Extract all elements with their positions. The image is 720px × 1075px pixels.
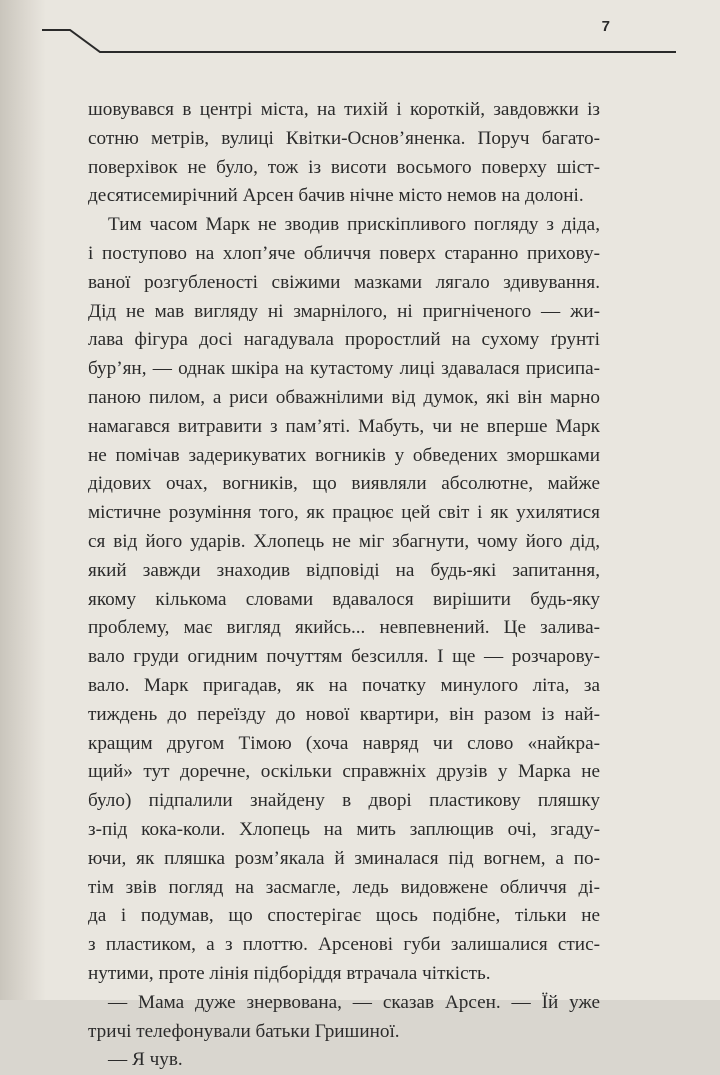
text-line: Дід не мав вигляду ні змарнілого, ні пригніченого — жи-	[88, 300, 600, 322]
text-line: не помічав задерикуватих вогників у обведених зморшками	[88, 444, 600, 466]
text-line: сотню метрів, вулиці Квітки-Основ’яненка. Поруч багато-	[88, 127, 600, 149]
text-line: поверхівок не було, тож із висоти восьмого поверху шіст-	[88, 156, 600, 178]
text-line: дідових очах, вогників, що виявляли абсолютне, майже	[88, 473, 600, 495]
text-line: було) підпалили знайдену в дворі пластикову пляшку	[88, 790, 600, 812]
text-line: кращим другом Тімою (хоча навряд чи слово «найкра-	[88, 732, 600, 754]
header-show-through	[330, 41, 334, 55]
text-line: нутими, проте лінія підборіддя втрачала чіткість.	[88, 962, 491, 984]
dialogue-line: — Мама дуже знервована, — сказав Арсен. — Їй уже	[108, 991, 600, 1013]
text-line: щий» тут доречне, оскільки справжніх друзів у Марка не	[88, 761, 600, 783]
text-line: якому кількома словами вдавалося вирішити будь-яку	[88, 588, 600, 610]
dialogue-line: — Я чув.	[108, 1049, 183, 1071]
text-line: десятисемирічний Арсен бачив нічне місто немов на долоні.	[88, 185, 584, 207]
text-line: бур’ян, — однак шкіра на кутастому лиці здавалася присипа-	[88, 358, 600, 380]
text-line: намагався витравити з пам’яті. Мабуть, чи не вперше Марк	[88, 415, 600, 437]
text-line: шовувався в центрі міста, на тихій і короткій, завдовжки із	[88, 99, 600, 120]
page-number: 7	[601, 18, 610, 35]
text-line: вало. Марк пригадав, як на початку минулого літа, за	[88, 674, 600, 696]
text-line: ючи, як пляшка розм’якала й зминалася під вогнем, а по-	[88, 847, 600, 869]
header-rule	[0, 0, 720, 70]
text-line: паною пилом, а риси обважнілими від думок, які він марно	[88, 386, 600, 408]
text-line: і поступово на хлоп’яче обличчя поверх старанно прихову-	[88, 242, 600, 264]
body-text	[88, 96, 600, 1075]
paragraph-start-line: Тим часом Марк не зводив прискіпливого погляду з діда,	[108, 214, 600, 236]
text-line: містичне розуміння того, як працює цей світ і як ухилятися	[88, 502, 600, 524]
text-line: який завжди знаходив відповіді на будь-які запитання,	[88, 559, 600, 581]
text-line: лава фігура досі нагадувала проростлий на сухому ґрунті	[88, 329, 600, 351]
text-line: з пластиком, а з плоттю. Арсенові губи залишалися стис-	[88, 934, 600, 956]
text-line: тім звів погляд на засмагле, ледь видовжене обличчя ді-	[88, 876, 600, 898]
text-line: тиждень до переїзду до нової квартири, він разом із най-	[88, 703, 600, 725]
text-line: ваної розгубленості свіжими мазками лягало здивування.	[88, 271, 600, 293]
text-line: проблему, має вигляд якийсь... невпевнений. Це залива-	[88, 617, 600, 639]
text-line: з-під кока-коли. Хлопець на мить заплющив очі, згаду-	[88, 818, 600, 840]
text-line: да і подумав, що спостерігає щось подібне, тільки не	[88, 905, 600, 927]
text-line: ся від його ударів. Хлопець не міг збагнути, чому його дід,	[88, 530, 600, 552]
text-line: вало груди огидним почуттям безсилля. І ще — розчарову-	[88, 646, 600, 668]
page-gutter-shadow	[0, 0, 46, 1000]
text-line: тричі телефонували батьки Гришиної.	[88, 1020, 400, 1042]
